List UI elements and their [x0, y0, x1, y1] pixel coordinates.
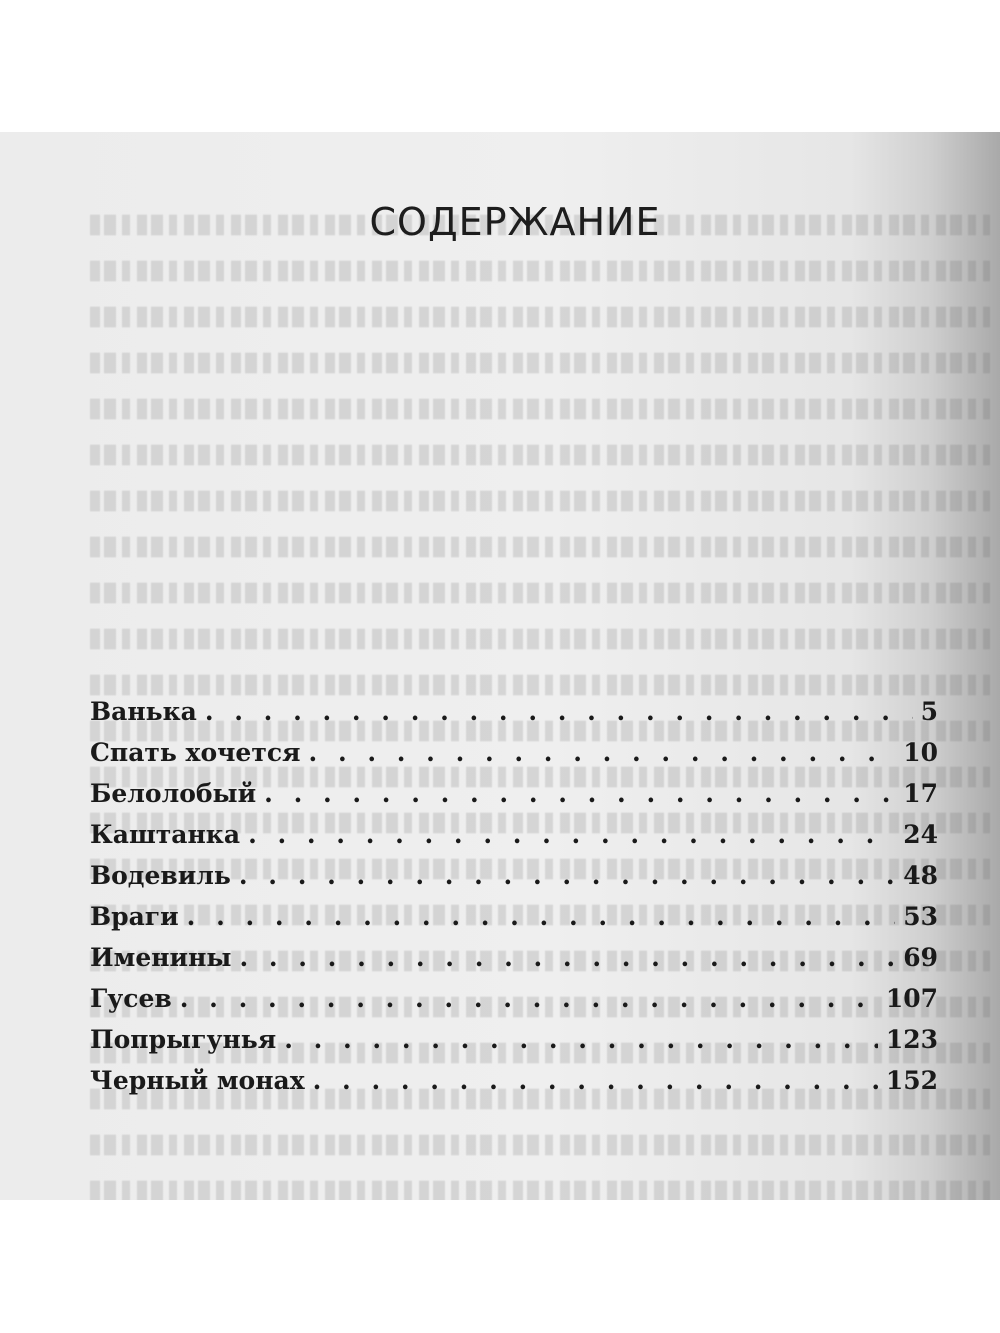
toc-entry-page: 48	[903, 861, 938, 890]
toc-entry-page: 123	[885, 1025, 938, 1054]
page-title: СОДЕРЖАНИЕ	[369, 200, 661, 244]
table-of-contents	[90, 697, 938, 1107]
toc-entry-page: 10	[903, 738, 938, 767]
dot-leader	[264, 779, 895, 808]
toc-entry-title: Белолобый	[90, 779, 257, 808]
toc-entry-page: 152	[885, 1066, 938, 1095]
toc-entry	[90, 820, 938, 861]
toc-entry-page: 24	[903, 820, 938, 849]
toc-entry-page: 17	[903, 779, 938, 808]
toc-entry-page: 107	[885, 984, 938, 1013]
toc-entry	[90, 779, 938, 820]
dot-leader	[284, 1025, 878, 1054]
toc-entry	[90, 1066, 938, 1107]
toc-entry	[90, 1025, 938, 1066]
dot-leader	[239, 943, 895, 972]
toc-entry-title: Черный монах	[90, 1066, 305, 1095]
toc-entry-title: Водевиль	[90, 861, 231, 890]
dot-leader	[248, 820, 895, 849]
toc-entry-page: 5	[920, 697, 938, 726]
toc-entry	[90, 738, 938, 779]
toc-entry-title: Спать хочется	[90, 738, 301, 767]
toc-entry	[90, 984, 938, 1025]
toc-entry	[90, 861, 938, 902]
dot-leader	[205, 697, 913, 726]
dot-leader	[313, 1066, 878, 1095]
dot-leader	[180, 984, 878, 1013]
toc-entry	[90, 902, 938, 943]
toc-entry-title: Именины	[90, 943, 232, 972]
book-page	[0, 132, 1000, 1200]
toc-entry-title: Попрыгунья	[90, 1025, 277, 1054]
dot-leader	[187, 902, 896, 931]
toc-entry	[90, 697, 938, 738]
toc-entry	[90, 943, 938, 984]
toc-entry-title: Гусев	[90, 984, 172, 1013]
toc-entry-title: Каштанка	[90, 820, 241, 849]
dot-leader	[309, 738, 896, 767]
dot-leader	[239, 861, 895, 890]
toc-entry-page: 69	[903, 943, 938, 972]
toc-entry-page: 53	[903, 902, 938, 931]
toc-entry-title: Ванька	[90, 697, 197, 726]
toc-entry-title: Враги	[90, 902, 179, 931]
